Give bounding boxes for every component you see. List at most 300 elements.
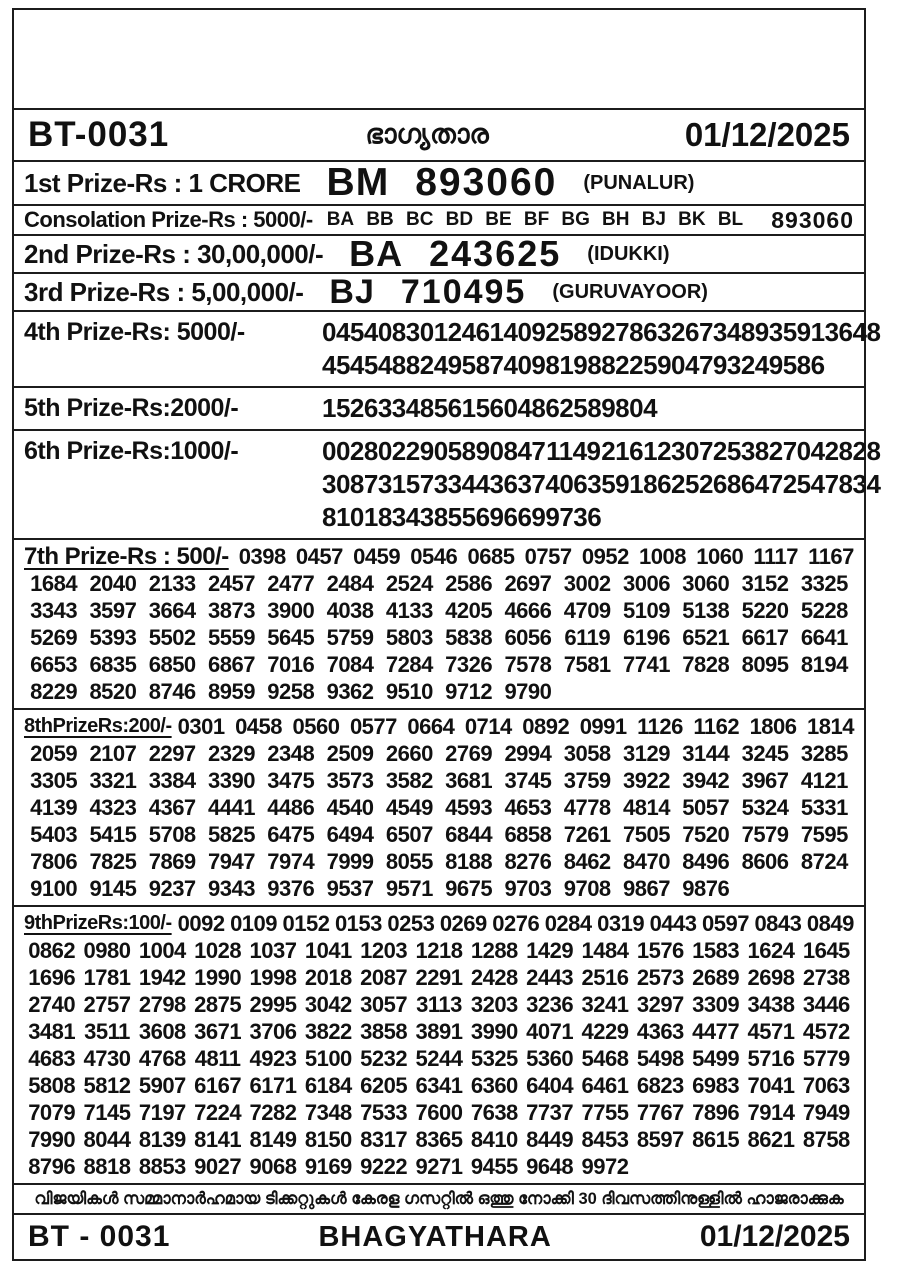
ticket-number: 4063 [545,469,602,499]
ticket-number: 3967 [741,768,789,793]
ticket-number: 6360 [470,1073,518,1098]
ticket-number: 0269 [439,911,487,936]
ticket-number: BG [561,209,590,230]
ticket-number: 9324 [712,350,769,380]
ticket-number: 7949 [802,1100,850,1125]
number-row [24,937,854,964]
fourth-prize-numbers [322,316,880,382]
ticket-number: 2786 [601,317,658,347]
ticket-number: 4441 [208,795,255,820]
ticket-number: 8194 [800,652,848,677]
ticket-number: 6507 [385,822,433,847]
ticket-number: 0109 [230,911,278,936]
ticket-number: BE [485,209,512,230]
eighth-prize-label: 8thPrizeRs:200/- [24,715,172,737]
ticket-number: 0685 [467,544,515,569]
ticket-number: 4363 [636,1019,684,1044]
ticket-number: 5220 [741,598,789,623]
ticket-number: 5325 [470,1046,518,1071]
ticket-number: 3384 [148,768,196,793]
ticket-number: 7254 [768,469,825,499]
number-row [24,964,854,991]
ticket-number: BC [405,209,434,230]
ticket-number: 7914 [747,1100,795,1125]
ticket-number: 0284 [544,911,592,936]
number-row [322,435,880,468]
ticket-number: 3475 [267,768,315,793]
ticket-number: 4814 [623,795,670,820]
ticket-number: 9343 [208,876,255,901]
ticket-number: 4038 [326,598,374,623]
ticket-number: 2828 [824,436,881,466]
ticket-number: 2769 [445,741,493,766]
ticket-number: 3129 [623,741,670,766]
ticket-number: 5907 [138,1073,186,1098]
ticket-number: 5716 [747,1046,795,1071]
ticket-number: 4653 [504,795,552,820]
ticket-number: 6205 [360,1073,408,1098]
ticket-number: 0457 [295,544,343,569]
number-row [24,848,854,875]
ticket-number: 6056 [504,625,552,650]
ticket-number: 9586 [768,350,825,380]
number-row [24,1018,854,1045]
ticket-number: 1624 [747,938,795,963]
ticket-number: 3481 [28,1019,76,1044]
ticket-number: 4323 [89,795,137,820]
ticket-number: 9804 [601,393,658,423]
ticket-number: 4593 [445,795,493,820]
ticket-number: 9510 [385,679,433,704]
ticket-number: 5324 [741,795,789,820]
instruction-note-box [12,1183,866,1215]
ticket-number: 5502 [148,625,196,650]
ticket-number: 1117 [753,544,798,569]
ticket-number: 3446 [802,992,850,1017]
ticket-number: 0952 [581,544,629,569]
number-row [239,543,854,570]
ticket-number: 7896 [692,1100,740,1125]
ticket-number: 2059 [30,741,78,766]
ticket-number: 9222 [360,1154,408,1179]
third-prize-row [12,272,866,312]
sixth-prize-section [12,429,881,540]
ticket-number: 1696 [28,965,76,990]
ticket-number: 5360 [526,1046,574,1071]
ticket-number: 5393 [89,625,137,650]
ticket-number: 8746 [148,679,196,704]
ticket-number: 8853 [138,1154,186,1179]
ticket-number: 3267 [657,317,713,347]
ticket-number: 7261 [563,822,611,847]
first-prize-label: 1st Prize-Rs : 1 CRORE [24,167,301,198]
ticket-number: 9169 [304,1154,352,1179]
ticket-number: 5109 [623,598,670,623]
second-prize-series: BA [349,233,404,274]
ticket-number: 7197 [138,1100,186,1125]
ticket-number: 4778 [563,795,611,820]
ticket-number: 8410 [470,1127,518,1152]
sixth-prize-numbers [322,435,880,534]
ticket-number: 0991 [579,714,627,739]
ticket-number: 5759 [326,625,374,650]
ticket-number: 3305 [30,768,78,793]
ticket-number: 1526 [322,393,378,423]
ticket-number: 1288 [470,938,518,963]
number-row [24,1099,854,1126]
ninth-prize-first-line [24,910,854,937]
ticket-number: 3858 [360,1019,408,1044]
ticket-number: 8101 [322,502,378,532]
ticket-number: 4229 [581,1019,629,1044]
ticket-number: 3597 [89,598,137,623]
number-row [24,1126,854,1153]
ticket-number: 8462 [563,849,611,874]
ticket-number: 1576 [636,938,684,963]
ticket-number: 8365 [415,1127,463,1152]
ticket-number: 5812 [83,1073,131,1098]
number-row [24,1153,854,1180]
ticket-number: 2348 [267,741,315,766]
ticket-number: 1429 [526,938,574,963]
ticket-number: 0459 [353,544,401,569]
ticket-number: 5269 [30,625,78,650]
ticket-number: 7284 [385,652,433,677]
number-row [322,316,880,349]
ticket-number: 3344 [433,469,490,499]
ticket-number: 2586 [445,571,493,596]
instruction-note-malayalam: വിജയികൾ സമ്മാനാർഹമായ ടിക്കറ്റുകൾ കേരള ഗസറ്റിൽ ഒത്തു നോക്കി 30 ദിവസത്തിനുള്ളിൽ ഹാജരാക്കുക [34,1189,844,1208]
first-prize-number: 893060 [415,161,558,204]
ninth-prize-section [12,905,866,1185]
ticket-number: 0847 [489,436,546,466]
ticket-number: 7579 [741,822,789,847]
ticket-number: 9708 [563,876,611,901]
ticket-number: 2133 [148,571,196,596]
ticket-number: 7869 [148,849,196,874]
ticket-number: 9537 [326,876,374,901]
ticket-number: 2704 [768,436,825,466]
seventh-prize-first-line [24,543,854,570]
ticket-number: 4071 [526,1019,574,1044]
ticket-number: 3582 [385,768,433,793]
ticket-number: 3942 [682,768,730,793]
ticket-number: 9675 [445,876,493,901]
ticket-number: 6461 [581,1073,629,1098]
ticket-number: 5468 [581,1046,629,1071]
fifth-prize-section [12,386,866,431]
ticket-number: 2738 [802,965,850,990]
ticket-number: 6823 [636,1073,684,1098]
ticket-number: 8044 [83,1127,131,1152]
ticket-number: 0843 [754,911,802,936]
ticket-number: 0028 [322,436,378,466]
number-row [178,910,854,937]
ticket-number: 1149 [546,436,601,466]
ticket-number: 1004 [138,938,186,963]
ticket-number: 2477 [267,571,315,596]
draw-code: BT-0031 [28,115,170,154]
ticket-number: 6844 [445,822,493,847]
ticket-number: 2443 [526,965,574,990]
ticket-number: 1781 [83,965,131,990]
ticket-number: 3990 [470,1019,518,1044]
ticket-number: 9867 [623,876,670,901]
ticket-number: 8621 [747,1127,795,1152]
ticket-number: 4768 [138,1046,186,1071]
ticket-number: 2798 [138,992,186,1017]
ticket-number: 3285 [800,741,848,766]
ticket-number: 8959 [208,679,255,704]
ticket-number: 3057 [360,992,408,1017]
result-document [12,8,881,1261]
draw-date: 01/12/2025 [684,116,850,153]
ticket-number: 9972 [581,1154,629,1179]
number-row [24,875,854,902]
top-blank-box [12,8,866,110]
ticket-number: 4477 [692,1019,740,1044]
ticket-number: 8453 [581,1127,629,1152]
ticket-number: 0229 [377,436,434,466]
consolation-series-list [323,209,762,231]
ticket-number: 9876 [682,876,730,901]
ticket-number: 3321 [89,768,137,793]
ticket-number: 3489 [712,317,769,347]
ticket-number: 6641 [800,625,848,650]
ticket-number: 8449 [526,1127,574,1152]
ticket-number: 2994 [504,741,552,766]
ticket-number: BL [717,209,744,230]
ticket-number: 8606 [741,849,789,874]
ticket-number: 5403 [30,822,78,847]
fourth-prize-section [12,310,881,388]
ticket-number: 1484 [581,938,629,963]
ticket-number: 2018 [304,965,352,990]
ticket-number: 6252 [657,469,713,499]
ticket-number: 0597 [702,911,749,936]
consolation-label: Consolation Prize-Rs : 5000/- [24,207,313,232]
ticket-number: 3002 [563,571,611,596]
ticket-number: 0577 [349,714,397,739]
ticket-number: 9027 [194,1154,242,1179]
number-row [24,1072,854,1099]
ticket-number: 9271 [415,1154,463,1179]
ticket-number: 8470 [623,849,670,874]
ticket-number: 2329 [208,741,255,766]
ticket-number: 0980 [83,938,131,963]
ticket-number: 1814 [807,714,854,739]
first-prize-location: (PUNALUR) [583,171,695,194]
ticket-number: 8141 [194,1127,242,1152]
ticket-number: 2757 [83,992,131,1017]
ticket-number: 5498 [636,1046,684,1071]
ticket-number: 5331 [800,795,848,820]
ticket-number: 1041 [304,938,352,963]
ticket-number: 0301 [177,714,225,739]
ticket-number: 6171 [249,1073,297,1098]
eighth-prize-section [12,708,866,907]
ticket-number: 3348 [377,393,434,423]
ticket-number: 3891 [415,1019,463,1044]
ticket-number: 2484 [326,571,374,596]
ticket-number: 3900 [267,598,315,623]
number-row [24,597,854,624]
ticket-number: 2087 [360,965,408,990]
header-bar [12,108,866,162]
ticket-number: 7282 [249,1100,297,1125]
ticket-number: 7638 [470,1100,518,1125]
ticket-number: 1008 [639,544,686,569]
ticket-number: 7348 [304,1100,352,1125]
ticket-number: 9455 [470,1154,518,1179]
ticket-number: 9047 [657,350,713,380]
number-row [24,767,854,794]
ticket-number: 8225 [601,350,658,380]
ticket-number: 0862 [28,938,76,963]
ticket-number: 7600 [415,1100,463,1125]
fifth-prize-numbers [322,392,854,425]
ticket-number: 7016 [267,652,315,677]
ticket-number: 0664 [407,714,455,739]
first-prize-series: BM [326,161,390,204]
ticket-number: 5415 [89,822,137,847]
ticket-number: 6258 [545,393,602,423]
ticket-number: 5838 [445,625,493,650]
ticket-number: 4139 [30,795,78,820]
ticket-number: 3060 [682,571,730,596]
ticket-number: 9362 [326,679,374,704]
ticket-number: 2161 [601,436,658,466]
ticket-number: 5803 [385,625,433,650]
ticket-number: 0454 [322,317,378,347]
ticket-number: 7145 [83,1100,131,1125]
ticket-number: 6341 [415,1073,463,1098]
ticket-number: 2291 [415,965,463,990]
ticket-number: 6858 [504,822,552,847]
ticket-number: 2428 [470,965,518,990]
ticket-number: 2107 [89,741,137,766]
ticket-number: 7084 [326,652,374,677]
ticket-number: 4730 [83,1046,131,1071]
ticket-number: 1162 [693,714,740,739]
consolation-prize-row [12,204,866,236]
ticket-number: 4666 [504,598,552,623]
ticket-number: 4811 [194,1046,241,1071]
ticket-number: 8188 [445,849,493,874]
ticket-number: 2040 [89,571,137,596]
ticket-number: 8724 [800,849,848,874]
ticket-number: 4205 [445,598,493,623]
ticket-number: 6404 [526,1073,574,1098]
ticket-number: 6653 [30,652,78,677]
ticket-number: 8520 [89,679,137,704]
ticket-number: 9703 [504,876,552,901]
ticket-number: 3309 [692,992,740,1017]
third-prize-label: 3rd Prize-Rs : 5,00,000/- [24,276,304,307]
ticket-number: 8796 [28,1154,76,1179]
ticket-number: 2697 [504,571,552,596]
ticket-number: 3591 [768,317,825,347]
ticket-number: 2538 [712,436,769,466]
ticket-number: 7828 [682,652,730,677]
ticket-number: 3144 [682,741,730,766]
ticket-number: 3648 [824,317,881,347]
ticket-number: 7974 [267,849,315,874]
ticket-number: 8149 [249,1127,297,1152]
ticket-number: 9571 [385,876,433,901]
ticket-number: 7999 [326,849,374,874]
ticket-number: 8556 [433,502,490,532]
ticket-number: 6196 [623,625,670,650]
ticket-number: 6521 [682,625,730,650]
ticket-number: BH [602,209,630,230]
second-prize-location: (IDUKKI) [587,242,670,265]
lottery-title-malayalam: ഭാഗ്യതാര [365,119,489,149]
ticket-number: 4133 [385,598,433,623]
ticket-number: 8317 [360,1127,408,1152]
footer-draw-date: 01/12/2025 [699,1220,850,1253]
footer-bar [12,1213,866,1261]
ticket-number: 5244 [415,1046,463,1071]
ticket-number: 1998 [249,965,297,990]
ticket-number: 3006 [623,571,670,596]
ticket-number: 8229 [30,679,78,704]
ticket-number: 0319 [597,911,645,936]
ticket-number: 0153 [334,911,382,936]
ticket-number: 9712 [445,679,493,704]
ticket-number: 8496 [682,849,730,874]
ticket-number: 6983 [692,1073,740,1098]
ticket-number: 2307 [657,436,713,466]
ticket-number: 6119 [564,625,611,650]
number-row [24,1045,854,1072]
number-row [24,821,854,848]
ticket-number: 8198 [545,350,602,380]
ticket-number: 8095 [741,652,789,677]
ticket-number: 3325 [800,571,848,596]
ticket-number: 1167 [808,544,854,569]
ticket-number: 0152 [282,911,330,936]
ticket-number: 3745 [504,768,552,793]
ticket-number: 3637 [489,469,546,499]
number-row [178,713,854,740]
ticket-number: 1028 [194,938,242,963]
ticket-number: 5779 [802,1046,850,1071]
ticket-number: 8818 [83,1154,131,1179]
ticket-number: 5615 [433,393,490,423]
ticket-number: 6475 [267,822,315,847]
ticket-number: 3922 [623,768,670,793]
ticket-number: 3241 [581,992,629,1017]
ticket-number: 6048 [489,393,546,423]
ticket-number: 0560 [292,714,340,739]
ticket-number: 3822 [304,1019,352,1044]
ticket-number: 1126 [637,714,683,739]
ticket-number: 4709 [563,598,611,623]
ticket-number: 2509 [326,741,374,766]
ticket-number: 4683 [28,1046,76,1071]
ticket-number: 2457 [208,571,255,596]
ticket-number: 9790 [504,679,552,704]
second-prize-number: 243625 [429,233,562,274]
ticket-number: 1203 [360,938,408,963]
second-prize-label: 2nd Prize-Rs : 30,00,000/- [24,238,324,269]
ticket-number: 5100 [304,1046,352,1071]
ticket-number: 3511 [84,1019,130,1044]
ticket-number: BB [366,209,394,230]
ticket-number: 5645 [267,625,315,650]
ticket-number: 3873 [208,598,255,623]
